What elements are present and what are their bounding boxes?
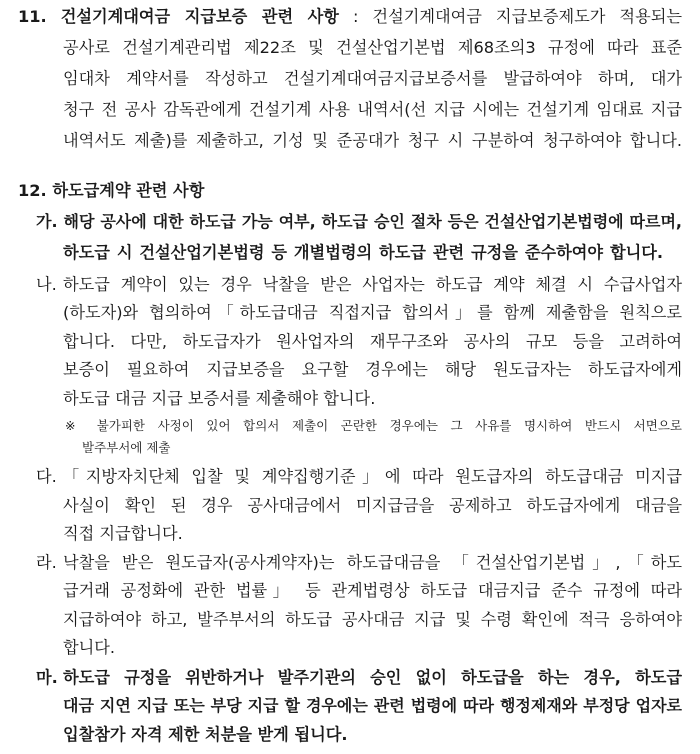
item-da-text-line: 사실이 확인 된 경우 공사대금에서 미지급금을 공제하고 하도급자에게 대금을 — [63, 496, 682, 515]
item-na-text-line: 합니다. 다만, 하도급자가 원사업자의 재무구조와 공사의 규모 등을 고려하여 — [63, 332, 682, 351]
item-ga-text: 하도급 시 건설산업기본법령 등 개별법령의 하도급 관련 규정을 준수하여야 합니다. — [63, 243, 663, 262]
section-12-number: 12. — [18, 181, 47, 200]
section-11-number: 11. — [18, 7, 47, 26]
item-na-text-line: 하도급 계약이 있는 경우 낙찰을 받은 사업자는 하도급 계약 체결 시 수급사업자 — [63, 275, 682, 294]
item-na-text-line: 보증이 필요하여 지급보증을 요구할 경우에는 해당 원도급자는 하도급자에게 — [63, 360, 682, 379]
section-11-text-line: : 건설기계대여금 지급보증제도가 적용되는 — [352, 7, 682, 26]
item-na-note-line — [65, 415, 682, 437]
item-ma-text-line: 하도급 규정을 위반하거나 발주기관의 승인 없이 하도급을 하는 경우, 하도급 — [63, 668, 682, 687]
item-ma-text-line: 대금 지연 지급 또는 부당 지급 할 경우에는 관련 법령에 따라 행정제재와 부정당 업자로 — [63, 696, 682, 715]
section-11-text-line: 공사로 건설기계관리법 제22조 및 건설산업기본법 제68조의3 규정에 따라 표준 — [63, 38, 682, 57]
section-12-heading — [18, 176, 204, 206]
section-11-text-line: 청구 전 공사 감독관에게 건설기계 사용 내역서(선 지급 시에는 건설기계 임대료 지급 — [63, 100, 682, 119]
item-ga-text: 해당 공사에 대한 하도급 가능 여부, 하도급 승인 절차 등은 건설산업기본법령에 따르며, — [63, 212, 682, 231]
section-12-title: 하도급계약 관련 사항 — [52, 181, 205, 200]
item-ra-text-line: 합니다. — [63, 638, 116, 657]
item-da-marker: 다. — [36, 467, 57, 486]
note-mark: ※ — [65, 418, 85, 433]
item-ra-text-line: 낙찰을 받은 원도급자(공사계약자)는 하도급대금을 「건설산업기본법」,「하도 — [63, 553, 682, 572]
note-text: 불가피한 사정이 있어 합의서 제출이 곤란한 경우에는 그 사유를 명시하여 반드시 서면으로 — [96, 418, 682, 433]
item-na-text-line: 하도급 대금 지급 보증서를 제출해야 합니다. — [63, 389, 376, 408]
section-11-text-line: 임대차 계약서를 작성하고 건설기계대여금지급보증서를 발급하여야 하며, 대가 — [63, 69, 682, 88]
section-11-text-line: 내역서도 제출)를 제출하고, 기성 및 준공대가 청구 시 구분하여 청구하여야 합니다. — [63, 131, 682, 150]
item-da-text-line: 직접 지급합니다. — [63, 524, 183, 543]
item-ra-marker: 라. — [36, 553, 57, 572]
item-na-marker: 나. — [36, 275, 57, 294]
item-ra-text-line: 급거래 공정화에 관한 법률」 등 관계법령상 하도급 대금지급 준수 규정에 따라 — [63, 581, 682, 600]
item-na-text-line: (하도자)와 협의하여「하도급대금 직접지급 합의서」를 함께 제출함을 원칙으로 — [63, 303, 682, 322]
section-11-heading-line — [18, 2, 682, 32]
item-ra-text-line: 지급하여야 하고, 발주부서의 하도급 공사대금 지급 및 수령 확인에 적극 응하여야 — [63, 610, 682, 629]
section-11-title: 건설기계대여금 지급보증 관련 사항 — [60, 7, 339, 26]
item-da-text-line: 「지방자치단체 입찰 및 계약집행기준」에 따라 원도급자의 하도급대금 미지급 — [63, 467, 682, 486]
item-ma-marker: 마. — [36, 668, 58, 687]
item-ga-line — [36, 207, 682, 237]
item-na-note-line: 발주부서에 제출 — [82, 440, 171, 455]
item-ma-text-line: 입찰참가 자격 제한 처분을 받게 됩니다. — [63, 725, 348, 744]
item-ga-marker: 가. — [36, 212, 58, 231]
